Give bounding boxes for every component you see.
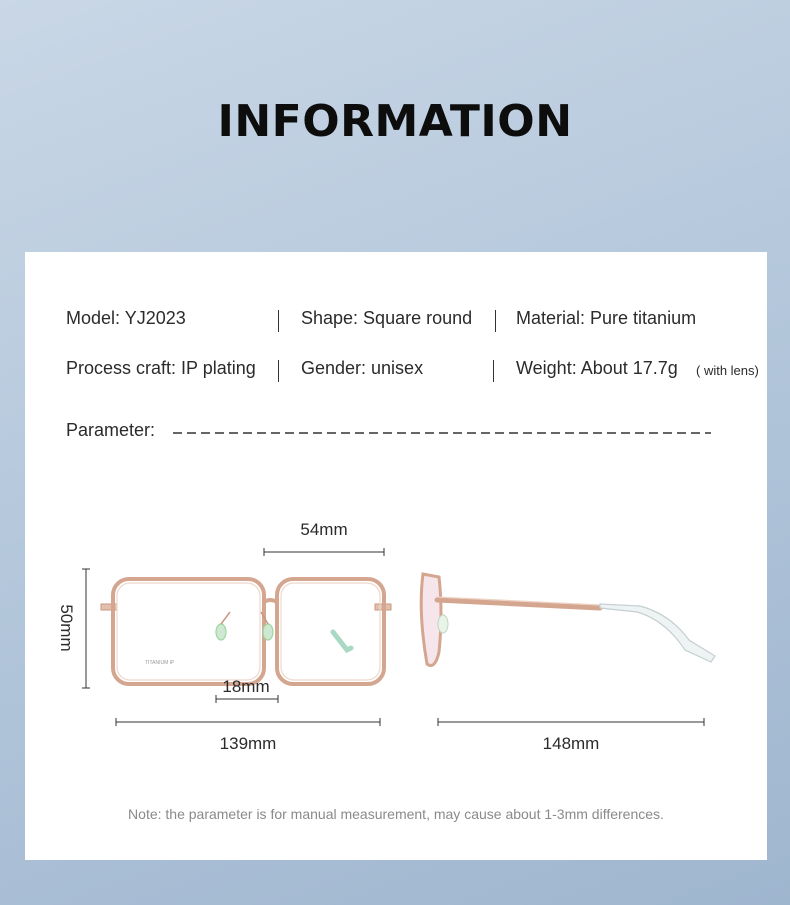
left-temple-tip-through-lens [333,632,351,650]
bridge-label: 18mm [222,677,270,696]
spec-process: Process craft: IP plating [66,358,256,378]
spec-model: Model: YJ2023 [66,308,186,328]
spec-material: Material: Pure titanium [516,308,697,328]
spec-gender: Gender: unisex [301,358,424,378]
info-card [25,252,767,860]
side-view [421,574,715,666]
frame-width-label: 139mm [219,734,277,753]
spec-shape: Shape: Square round [301,308,473,328]
left-pad-arm [221,612,230,624]
dimension-lines [82,548,704,726]
front-view [101,579,391,684]
glasses-diagram [25,252,767,860]
measurement-note: Note: the parameter is for manual measurement, may cause about 1-3mm differences. [128,806,664,822]
temple-length-label: 148mm [542,734,600,753]
side-lens [421,574,441,666]
parameter-label: Parameter: [66,420,156,440]
bridge [264,600,277,602]
side-nose-pad [438,615,448,633]
frame-imprint: TITANIUM IP [145,660,175,666]
left-nose-pad [216,624,226,640]
left-rim [113,579,264,684]
left-lens-inner [117,583,260,680]
right-nose-pad [263,624,273,640]
lens-width-label: 54mm [300,520,348,539]
spec-weight: Weight: About 17.7g [516,358,678,378]
right-lens-inner [281,583,380,680]
spec-weight-note: ( with lens) [696,363,759,378]
page-title: INFORMATION [217,96,573,147]
side-temple-tip [600,604,715,662]
lens-height-label: 50mm [57,604,76,652]
right-rim [277,579,384,684]
